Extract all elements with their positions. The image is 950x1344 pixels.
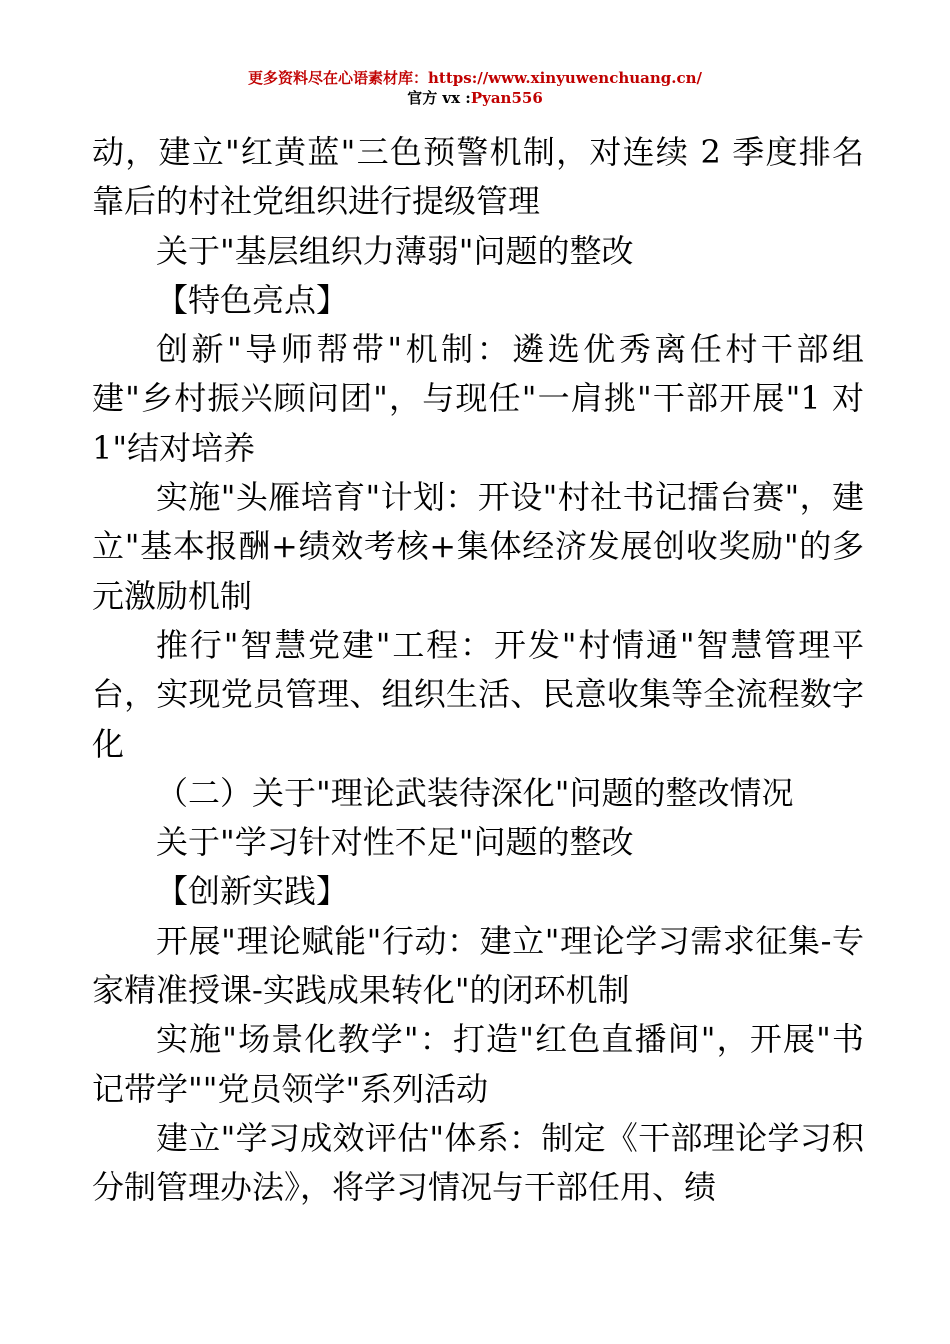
header-line-2 [0, 88, 950, 108]
header-wechat-id: Pyan556 [470, 89, 543, 107]
paragraph: 动，建立"红黄蓝"三色预警机制，对连续 2 季度排名靠后的村社党组织进行提级管理 [92, 133, 864, 221]
paragraph: 建立"学习成效评估"体系：制定《干部理论学习积分制管理办法》，将学习情况与干部任用、绩 [92, 1118, 864, 1207]
page-header [0, 68, 950, 108]
paragraph: 创新"导师帮带"机制：遴选优秀离任村干部组建"乡村振兴顾问团"，与现任"一肩挑"干部开展"1 对 1"结对培养 [92, 330, 864, 467]
paragraph: 实施"场景化教学"：打造"红色直播间"，开展"书记带学""党员领学"系列活动 [92, 1020, 864, 1108]
header-line-1 [0, 68, 950, 88]
paragraph: 开展"理论赋能"行动：建立"理论学习需求征集-专家精准授课-实践成果转化"的闭环机制 [92, 921, 864, 1010]
paragraph: 关于"基层组织力薄弱"问题的整改 [156, 231, 634, 270]
document-body [92, 128, 864, 1213]
header-url-link[interactable]: https://www.xinyuwenchuang.cn/ [428, 69, 702, 87]
paragraph: 【创新实践】 [156, 872, 349, 911]
paragraph: 实施"头雁培育"计划：开设"村社书记擂台赛"，建立"基本报酬+绩效考核+集体经济发展创收奖励"的多元激励机制 [92, 478, 864, 615]
paragraph: （二）关于"理论武装待深化"问题的整改情况 [156, 773, 794, 812]
header-wechat-label: 官方 vx : [407, 89, 471, 107]
paragraph: 【特色亮点】 [156, 280, 349, 319]
paragraph: 推行"智慧党建"工程：开发"村情通"智慧管理平台，实现党员管理、组织生活、民意收集等全流程数字化 [92, 625, 864, 763]
header-promo-text: 更多资料尽在心语素材库： [248, 69, 429, 87]
paragraph: 关于"学习针对性不足"问题的整改 [156, 823, 634, 862]
